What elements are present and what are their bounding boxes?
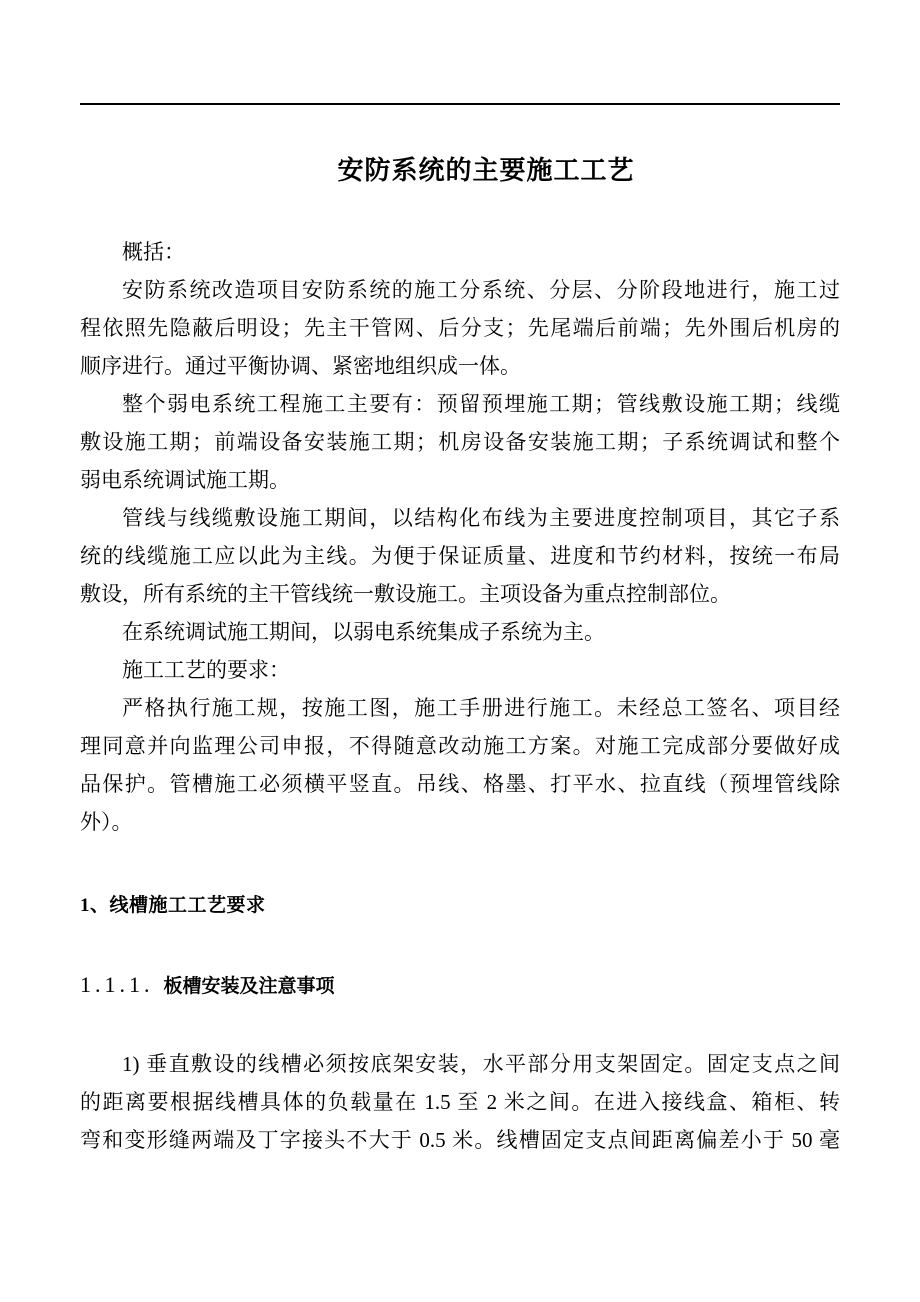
header-rule xyxy=(80,103,840,105)
text-line: 安防系统改造项目安防系统的施工分系统、分层、分阶段地进行，施工过 xyxy=(122,278,840,302)
paragraph-requirements-label xyxy=(80,651,840,689)
text-line: 施工工艺的要求： xyxy=(122,658,290,682)
text-line: 管线与线缆敷设施工期间，以结构化布线为主要进度控制项目，其它子系 xyxy=(122,506,840,530)
text-line: 敷设，所有系统的主干管线统一敷设施工。主项设备为重点控制部位。 xyxy=(80,582,731,606)
text-line: 概括： xyxy=(122,240,185,264)
paragraph-overview xyxy=(80,271,840,385)
document-body xyxy=(80,233,840,841)
text-line: 程依照先隐蔽后明设；先主干管网、后分支；先尾端后前端；先外围后机房的 xyxy=(80,316,840,340)
text-line: 1) 垂直敷设的线槽必须按底架安装，水平部分用支架固定。固定支点之间 xyxy=(122,1052,840,1076)
subsection-number: 1.1.1. xyxy=(80,972,154,997)
paragraph-construction-phases xyxy=(80,385,840,499)
subsection-heading-trunking-install xyxy=(80,966,840,1006)
text-line: 的距离要根据线槽具体的负载量在 1.5 至 2 米之间。在进入接线盒、箱柜、转 xyxy=(80,1090,840,1114)
subsection-title: 板槽安装及注意事项 xyxy=(163,976,335,997)
paragraph-cabling-period xyxy=(80,499,840,613)
paragraph-requirements xyxy=(80,689,840,841)
text-line: 理同意并向监理公司申报，不得随意改动施工方案。对施工完成部分要做好成 xyxy=(80,734,840,758)
text-line: 严格执行施工规，按施工图，施工手册进行施工。未经总工签名、项目经 xyxy=(122,696,840,720)
section-heading-trunking-requirements: 1、线槽施工工艺要求 xyxy=(80,895,266,916)
paragraph-overview-label xyxy=(80,233,840,271)
text-line: 外）。 xyxy=(80,810,133,834)
list-item-1 xyxy=(80,1045,840,1159)
text-line: 品保护。管槽施工必须横平竖直。吊线、格墨、打平水、拉直线（预埋管线除 xyxy=(80,772,840,796)
text-line: 弯和变形缝两端及丁字接头不大于 0.5 米。线槽固定支点间距离偏差小于 50 毫 xyxy=(80,1128,840,1152)
text-line: 在系统调试施工期间，以弱电系统集成子系统为主。 xyxy=(122,620,605,644)
text-line: 统的线缆施工应以此为主线。为便于保证质量、进度和节约材料，按统一布局 xyxy=(80,544,840,568)
text-line: 整个弱电系统工程施工主要有：预留预埋施工期；管线敷设施工期；线缆 xyxy=(122,392,840,416)
text-line: 敷设施工期；前端设备安装施工期；机房设备安装施工期；子系统调试和整个 xyxy=(80,430,840,454)
document-title: 安防系统的主要施工工艺 xyxy=(337,156,635,185)
text-line: 顺序进行。通过平衡协调、紧密地组织成一体。 xyxy=(80,354,521,378)
paragraph-debugging-period xyxy=(80,613,840,651)
text-line: 弱电系统调试施工期。 xyxy=(80,468,290,492)
